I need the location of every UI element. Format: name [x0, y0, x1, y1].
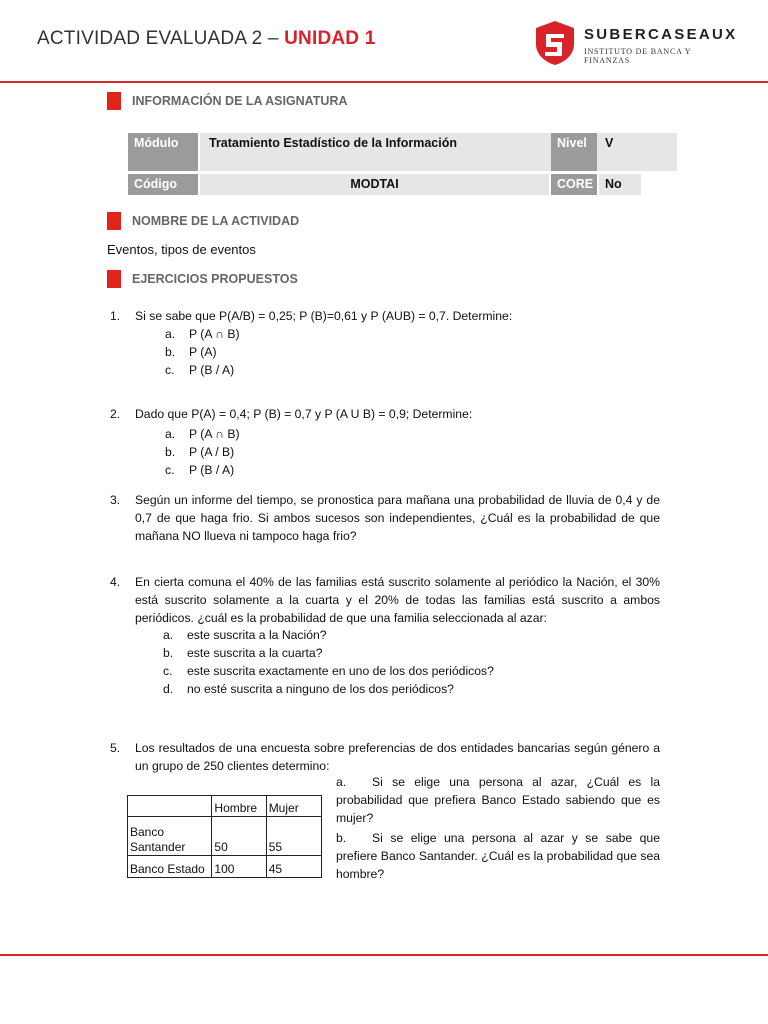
- table-header-cell: [128, 796, 212, 817]
- codigo-label-cell: [128, 174, 198, 195]
- logo-name: SUBERCASEAUX: [584, 26, 738, 43]
- page-title: [37, 28, 375, 50]
- subitem-letter: c.: [165, 363, 175, 377]
- institution-logo: [534, 20, 738, 66]
- exercise-number: 3.: [110, 493, 121, 507]
- exercise-stem: En cierta comuna el 40% de las familias está suscrito solamente al periódico la Nación, el 30% está suscrito solamente a la cuarta y el 20% de todas las familias está suscrito a ambos periódicos. ¿cuál es la probabilidad de que una familia seleccionada al azar:: [135, 575, 660, 625]
- subitem-letter: d.: [163, 682, 174, 696]
- exercise-subitems: [163, 626, 494, 698]
- exercise-1: [110, 307, 660, 379]
- subitem-text: este suscrita a la Nación?: [187, 628, 327, 642]
- subitem: [165, 425, 240, 443]
- activity-name: Eventos, tipos de eventos: [107, 242, 256, 257]
- exercise-subitems: [165, 425, 240, 479]
- table-cell: 50: [212, 817, 266, 855]
- exercise-number: 1.: [110, 309, 121, 323]
- section-info-label: INFORMACIÓN DE LA ASIGNATURA: [132, 94, 348, 108]
- table-header-cell: Mujer: [266, 796, 321, 817]
- subitem-text: P (A / B): [189, 445, 235, 459]
- subitem-text: P (B / A): [189, 363, 235, 377]
- subitem-text: este suscrita a la cuarta?: [187, 646, 323, 660]
- section-marker: [107, 270, 121, 288]
- subitem-letter: b.: [165, 345, 176, 359]
- core-value-cell: [599, 174, 641, 195]
- subitem: [165, 361, 240, 379]
- subitem-text: Si se elige una persona al azar y se sabe que prefiere Banco Santander. ¿Cuál es la probabilidad que sea hombre?: [336, 831, 660, 881]
- exercise-3: [110, 491, 660, 547]
- table-cell: Banco Santander: [128, 817, 212, 855]
- subitem-letter: a.: [165, 327, 176, 341]
- core-value: No: [605, 177, 622, 191]
- exercise-4: [110, 573, 660, 701]
- core-label: CORE: [557, 177, 594, 191]
- nivel-value-cell: [599, 133, 641, 171]
- subitem-letter: c.: [163, 664, 173, 678]
- table-row: [128, 817, 322, 855]
- footer-divider: [0, 954, 768, 956]
- exercise-stem: Dado que P(A) = 0,4; P (B) = 0,7 y P (A U B) = 0,9; Determine:: [135, 407, 473, 421]
- exercise-stem: Si se sabe que P(A/B) = 0,25; P (B)=0,61 y P (AUB) = 0,7. Determine:: [135, 309, 513, 323]
- course-info-table: [128, 133, 641, 195]
- nivel-value: V: [605, 136, 614, 150]
- shield-logo-icon: [534, 20, 576, 66]
- exercise-number: 5.: [110, 741, 121, 755]
- exercise-stem: Según un informe del tiempo, se pronostica para mañana una probabilidad de lluvia de 0,4 y de 0,7 de que haga frio. Si ambos sucesos son independientes, ¿Cuál es la probabilidad de que mañana NO llueva ni tampoco haga frio?: [135, 493, 660, 543]
- title-prefix: ACTIVIDAD EVALUADA 2 –: [37, 28, 285, 49]
- subitem: [163, 644, 494, 662]
- table-header-cell: Hombre: [212, 796, 266, 817]
- subitem: [163, 680, 494, 698]
- subitem-text: Si se elige una persona al azar, ¿Cuál es la probabilidad que prefiera Banco Estado sabiendo que es mujer?: [336, 775, 660, 825]
- subitem: [165, 461, 240, 479]
- subitem: [165, 325, 240, 343]
- exercise-number: 2.: [110, 407, 121, 421]
- table-cell: Banco Estado: [128, 855, 212, 877]
- subitem: [165, 343, 240, 361]
- table-cell: 45: [266, 855, 321, 877]
- codigo-value-cell: [200, 174, 549, 195]
- subitem-text: P (A ∩ B): [189, 427, 240, 441]
- subitem-letter: a.: [336, 775, 347, 789]
- exercise-5-subitem-b: [336, 829, 660, 885]
- section-activity-label: NOMBRE DE LA ACTIVIDAD: [132, 214, 300, 228]
- title-highlight: UNIDAD 1: [284, 28, 376, 49]
- subitem-letter: b.: [163, 646, 174, 660]
- subitem-text: P (B / A): [189, 463, 235, 477]
- table-header-row: [128, 796, 322, 817]
- table-cell: 55: [266, 817, 321, 855]
- table-row: [128, 855, 322, 877]
- subitem: [165, 443, 240, 461]
- table-cell: 100: [212, 855, 266, 877]
- subitem-letter: a.: [163, 628, 174, 642]
- core-label-cell: [551, 174, 597, 195]
- header-divider: [0, 81, 768, 83]
- exercise-number: 4.: [110, 575, 121, 589]
- page-header: [0, 0, 768, 82]
- subitem-letter: b.: [165, 445, 176, 459]
- subitem-text: P (A ∩ B): [189, 327, 240, 341]
- exercise-2: [110, 405, 660, 481]
- codigo-value: MODTAI: [350, 177, 399, 191]
- modulo-label-cell: [128, 133, 198, 171]
- exercise-subitems: [165, 325, 240, 379]
- modulo-value: Tratamiento Estadístico de la Información: [209, 136, 457, 150]
- subitem-letter: c.: [165, 463, 175, 477]
- subitem-text: P (A): [189, 345, 217, 359]
- subitem-text: este suscrita exactamente en uno de los dos periódicos?: [187, 664, 494, 678]
- bank-preference-table: [127, 795, 322, 878]
- subitem-letter: a.: [165, 427, 176, 441]
- subitem: [163, 626, 494, 644]
- logo-subtitle: INSTITUTO DE BANCA Y FINANZAS: [584, 47, 692, 65]
- subitem: [163, 662, 494, 680]
- section-marker: [107, 212, 121, 230]
- exercise-stem: Los resultados de una encuesta sobre preferencias de dos entidades bancarias según género a un grupo de 250 clientes determino:: [135, 741, 660, 773]
- section-marker: [107, 92, 121, 110]
- nivel-label-cell: [551, 133, 597, 171]
- subitem-letter: b.: [336, 831, 347, 845]
- subitem-text: no esté suscrita a ninguno de los dos periódicos?: [187, 682, 454, 696]
- section-exercises-label: EJERCICIOS PROPUESTOS: [132, 272, 298, 286]
- modulo-label: Módulo: [134, 136, 179, 150]
- nivel-label: Nivel: [557, 136, 587, 150]
- exercise-5-subitem-a: [336, 773, 660, 829]
- codigo-label: Código: [134, 177, 178, 191]
